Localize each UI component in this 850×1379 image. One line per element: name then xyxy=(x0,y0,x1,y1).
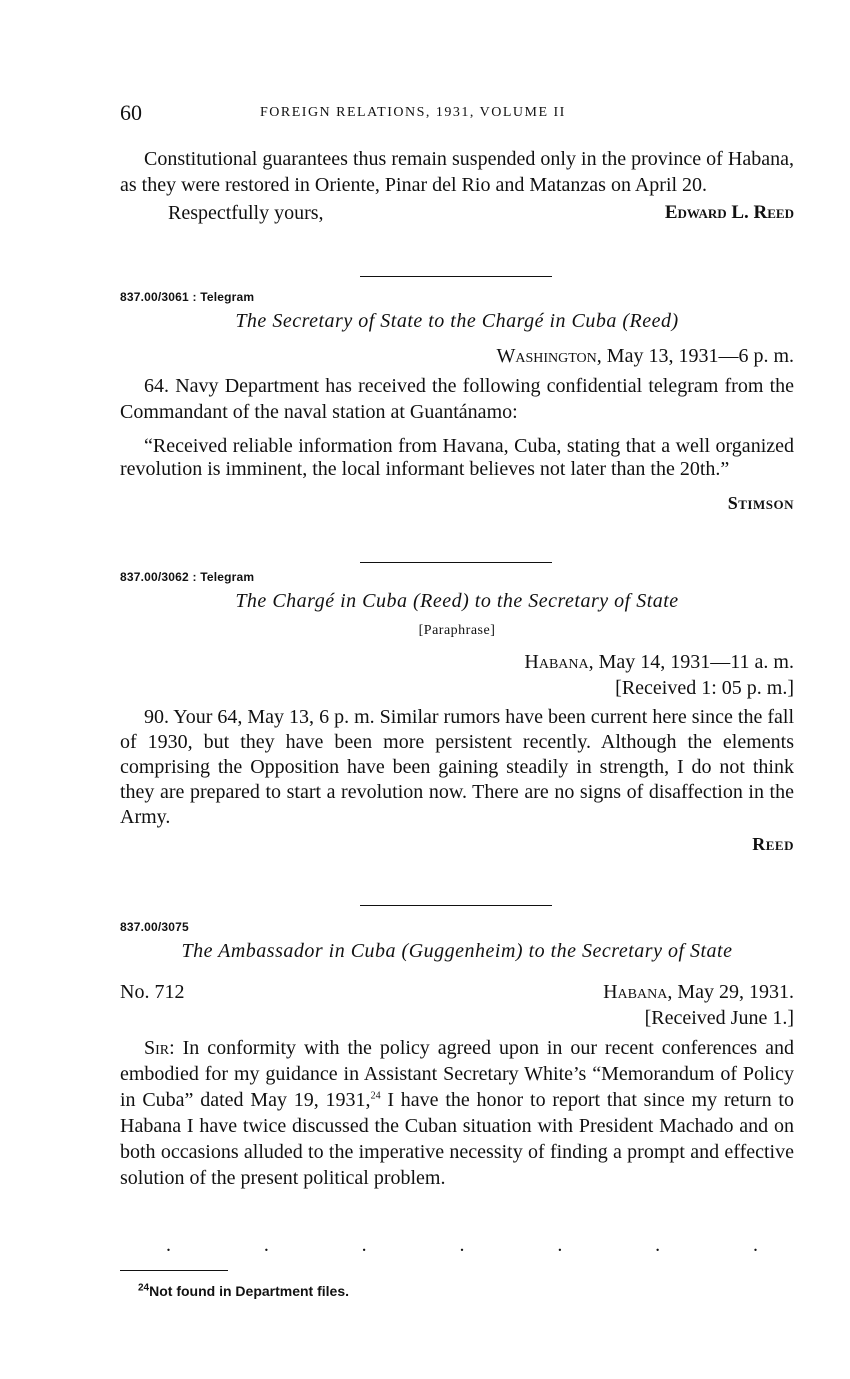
file-number: 837.00/3062 : Telegram xyxy=(120,570,255,584)
footnote-reference: 24 xyxy=(370,1090,381,1102)
salutation: Sir xyxy=(144,1037,170,1059)
telegram-paragraph: 64. Navy Department has received the following confidential telegram from the Commandant of the naval station at Guantánamo: xyxy=(120,375,794,423)
quoted-telegram: “Received reliable information from Havana, Cuba, stating that a well organized revolution is imminent, the local informant believes not later than the 20th.” xyxy=(120,435,794,480)
page-number: 60 xyxy=(120,100,142,125)
section-divider xyxy=(360,562,552,563)
paraphrase-label: [Paraphrase] xyxy=(418,623,496,638)
footnote-text: Not found in Department files. xyxy=(149,1283,350,1299)
despatch-number: No. 712 xyxy=(120,981,185,1003)
despatch-paragraph: Sir: In conformity with the policy agreed upon in our recent conferences and embodied for my guidance in Assistant Secretary White’s “Memorandum of Policy in Cuba” dated May 19, 1931,24 I have the honor to report that since my return to Habana I have twice discussed the Cuban situation with President Machado and on both occasions alluded to the imperative necessity of finding a prompt and effective solution of the present political problem. xyxy=(120,1037,794,1189)
opening-section xyxy=(120,146,794,226)
document-title: The Secretary of State to the Chargé in Cuba (Reed) xyxy=(235,310,679,332)
document-title: The Chargé in Cuba (Reed) to the Secretary of State xyxy=(235,590,679,612)
telegram-paragraph: 90. Your 64, May 13, 6 p. m. Similar rumors have been current here since the fall of 1930, but they have been more persistent recently. Although the elements comprising the Opposition have been gaining steadily in strength, I do not think they are prepared to start a revolution now. There are no signs of disaffection in the Army. xyxy=(120,706,794,828)
signature-reed-2: Reed xyxy=(752,834,794,854)
page-header xyxy=(120,100,794,130)
dateline: Habana, May 14, 1931—11 a. m. xyxy=(524,651,794,673)
footnote-marker: 24 xyxy=(138,1282,150,1294)
running-head: FOREIGN RELATIONS, 1931, VOLUME II xyxy=(260,105,566,120)
footnote-rule xyxy=(120,1270,228,1271)
dateline: Washington, May 13, 1931—6 p. m. xyxy=(496,345,794,367)
file-number: 837.00/3061 : Telegram xyxy=(120,290,255,304)
opening-paragraph: Constitutional guarantees thus remain suspended only in the province of Habana, as they were restored in Oriente, Pinar del Rio and Matanzas on April 20. xyxy=(120,148,794,196)
closing-text: Respectfully yours, xyxy=(168,202,324,224)
footnote xyxy=(138,1283,812,1301)
document-title: The Ambassador in Cuba (Guggenheim) to the Secretary of State xyxy=(181,940,733,962)
section-divider xyxy=(360,276,552,277)
file-number: 837.00/3075 xyxy=(120,920,189,934)
ellipsis-row: . . . . . . . xyxy=(166,1234,758,1256)
section-divider xyxy=(360,905,552,906)
dateline: Habana, May 29, 1931. xyxy=(603,981,794,1003)
received-line: [Received 1: 05 p. m.] xyxy=(615,677,794,699)
document-3061 xyxy=(120,290,794,514)
document-3075 xyxy=(120,920,794,1191)
received-line: [Received June 1.] xyxy=(644,1007,794,1029)
document-3062 xyxy=(120,570,794,855)
signature-stimson: Stimson xyxy=(727,493,794,513)
signature-reed-1: Edward L. Reed xyxy=(664,202,794,223)
